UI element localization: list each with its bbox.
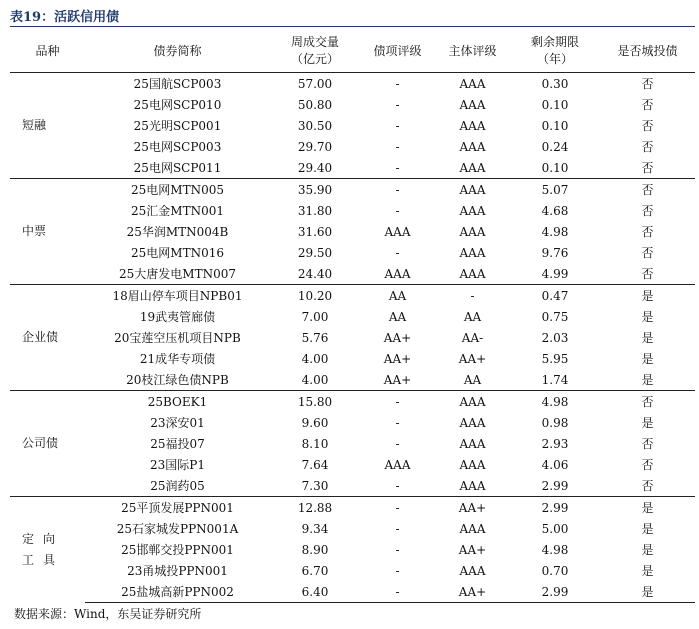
is-lgfv-cell: 否 — [641, 119, 654, 133]
weekly-volume-cell: 31.60 — [297, 224, 333, 239]
bond-name-cell: 25电网SCP011 — [85, 157, 270, 179]
weekly-volume-cell: 35.90 — [270, 179, 360, 201]
weekly-volume-cell: 8.90 — [301, 542, 329, 557]
weekly-volume-cell: 57.00 — [297, 76, 333, 91]
remaining-term-cell: 2.99 — [510, 475, 600, 497]
weekly-volume-cell: 7.30 — [270, 475, 360, 497]
remaining-term-cell: 4.98 — [541, 542, 569, 557]
is-lgfv-cell: 否 — [600, 263, 695, 285]
table-row — [10, 306, 695, 327]
table-row — [10, 242, 695, 263]
remaining-term-cell: 1.74 — [510, 369, 600, 391]
bond-name-cell: 25光明SCP001 — [133, 119, 222, 133]
weekly-volume-cell: 31.80 — [297, 203, 333, 218]
bond-name-cell: 25石家城发PPN001A — [116, 522, 239, 536]
remaining-term-cell: 5.95 — [541, 351, 569, 366]
is-lgfv-cell: 是 — [641, 522, 654, 536]
bond-rating-cell: AA+ — [383, 351, 412, 366]
issuer-rating-cell: AAA — [435, 263, 510, 285]
remaining-term-cell: 0.70 — [541, 563, 569, 578]
remaining-term-cell: 9.76 — [541, 245, 569, 260]
bond-name-cell: 25电网MTN005 — [85, 179, 270, 201]
bond-rating-cell: AAA — [384, 224, 411, 239]
weekly-volume-cell: 9.60 — [301, 415, 329, 430]
table-row — [10, 73, 695, 95]
issuer-rating-cell: AAA — [459, 97, 486, 112]
remaining-term-cell: 4.68 — [541, 203, 569, 218]
weekly-volume-cell: 7.64 — [301, 457, 329, 472]
issuer-rating-cell: AA — [463, 309, 482, 324]
is-lgfv-cell: 是 — [641, 331, 654, 345]
header-row — [10, 30, 695, 73]
bond-rating-cell: AA+ — [360, 369, 435, 391]
bond-name-cell: 25汇金MTN001 — [131, 204, 224, 218]
table-row — [10, 391, 695, 413]
table-row — [10, 94, 695, 115]
header-issuer-rating: 主体评级 — [435, 30, 510, 73]
bond-name-cell: 25电网SCP003 — [133, 140, 222, 154]
weekly-volume-cell: 15.80 — [270, 391, 360, 413]
header-volume — [270, 30, 360, 73]
is-lgfv-cell: 否 — [641, 225, 654, 239]
table-row — [10, 412, 695, 433]
remaining-term-cell: 4.99 — [510, 263, 600, 285]
is-lgfv-cell: 是 — [600, 581, 695, 603]
header-volume-line1: 周成交量 — [290, 35, 339, 49]
table-row — [10, 327, 695, 348]
header-maturity-line2: （年） — [536, 52, 573, 66]
bond-rating-cell: - — [395, 521, 400, 536]
header-maturity — [510, 30, 600, 73]
table-row — [10, 518, 695, 539]
table-row — [10, 157, 695, 179]
weekly-volume-cell: 30.50 — [297, 118, 333, 133]
header-lgfv: 是否城投债 — [600, 30, 695, 73]
table-row — [10, 115, 695, 136]
issuer-rating-cell: AAA — [459, 203, 486, 218]
bond-rating-cell: - — [395, 245, 400, 260]
issuer-rating-cell: AAA — [459, 224, 486, 239]
remaining-term-cell: 0.75 — [541, 309, 569, 324]
is-lgfv-cell: 否 — [641, 458, 654, 472]
bond-rating-cell: - — [360, 497, 435, 519]
is-lgfv-cell: 是 — [641, 416, 654, 430]
issuer-rating-cell: AAA — [435, 391, 510, 413]
header-bond-rating: 债项评级 — [360, 30, 435, 73]
bond-name-cell: 25福投07 — [150, 437, 205, 451]
bond-name-cell: 20宝莲空压机项目NPB — [114, 331, 241, 345]
is-lgfv-cell: 是 — [641, 543, 654, 557]
weekly-volume-cell: 10.20 — [270, 285, 360, 307]
weekly-volume-cell: 9.34 — [301, 521, 329, 536]
bond-rating-cell: - — [395, 203, 400, 218]
weekly-volume-cell: 29.70 — [297, 139, 333, 154]
issuer-rating-cell: - — [435, 285, 510, 307]
table-row — [10, 179, 695, 201]
is-lgfv-cell: 是 — [600, 285, 695, 307]
weekly-volume-cell: 29.50 — [297, 245, 333, 260]
table-title: 表19：活跃信用债 — [10, 10, 120, 25]
is-lgfv-cell: 否 — [600, 391, 695, 413]
is-lgfv-cell: 否 — [600, 157, 695, 179]
header-volume-line2: （亿元） — [290, 52, 339, 66]
weekly-volume-cell: 6.40 — [270, 581, 360, 603]
bond-rating-cell: - — [360, 475, 435, 497]
is-lgfv-cell: 否 — [641, 437, 654, 451]
issuer-rating-cell: AA+ — [435, 497, 510, 519]
category-cell: 企业债 — [10, 285, 85, 391]
bond-name-cell: 25国航SCP003 — [133, 77, 222, 91]
table-row — [10, 581, 695, 603]
source-note: 数据来源：Wind，东吴证券研究所 — [14, 607, 202, 621]
remaining-term-cell: 2.99 — [510, 497, 600, 519]
weekly-volume-cell: 6.70 — [301, 563, 329, 578]
bond-name-cell: 18眉山停车项目NPB01 — [85, 285, 270, 307]
issuer-rating-cell: AAA — [459, 436, 486, 451]
issuer-rating-cell: AAA — [435, 157, 510, 179]
bond-rating-cell: - — [395, 97, 400, 112]
table-row — [10, 475, 695, 497]
bond-name-cell: 23深安01 — [150, 416, 205, 430]
weekly-volume-cell: 12.88 — [270, 497, 360, 519]
bond-rating-cell: AA — [360, 285, 435, 307]
header-name: 债券简称 — [85, 30, 270, 73]
category-cell: 中票 — [10, 179, 85, 285]
issuer-rating-cell: AAA — [459, 563, 486, 578]
table-row — [10, 433, 695, 454]
bond-name-cell: 25邯郸交投PPN001 — [121, 543, 234, 557]
bond-name-cell: 25平顶发展PPN001 — [85, 497, 270, 519]
bond-rating-cell: - — [360, 179, 435, 201]
issuer-rating-cell: AA+ — [458, 542, 487, 557]
weekly-volume-cell: 4.00 — [301, 351, 329, 366]
remaining-term-cell: 2.03 — [541, 330, 569, 345]
issuer-rating-cell: AAA — [435, 475, 510, 497]
weekly-volume-cell: 4.00 — [270, 369, 360, 391]
remaining-term-cell: 0.10 — [541, 97, 569, 112]
bond-name-cell: 25电网SCP010 — [133, 98, 222, 112]
bond-name-cell: 21成华专项债 — [139, 352, 216, 366]
issuer-rating-cell: AAA — [459, 76, 486, 91]
remaining-term-cell: 0.98 — [541, 415, 569, 430]
is-lgfv-cell: 是 — [600, 369, 695, 391]
issuer-rating-cell: AA+ — [458, 351, 487, 366]
weekly-volume-cell: 5.76 — [301, 330, 329, 345]
remaining-term-cell: 0.10 — [541, 118, 569, 133]
bond-rating-cell: - — [360, 157, 435, 179]
is-lgfv-cell: 是 — [641, 564, 654, 578]
bond-rating-cell: - — [395, 118, 400, 133]
table-row — [10, 285, 695, 307]
bond-rating-cell: - — [395, 139, 400, 154]
table-body — [10, 73, 695, 603]
bond-name-cell: 19武夷管廊债 — [139, 310, 216, 324]
bond-name-cell: 25BOEK1 — [85, 391, 270, 413]
issuer-rating-cell: AAA — [459, 415, 486, 430]
table-row — [10, 221, 695, 242]
bond-name-cell: 23国际P1 — [150, 458, 205, 472]
is-lgfv-cell: 是 — [641, 352, 654, 366]
bond-rating-cell: - — [360, 391, 435, 413]
remaining-term-cell: 5.07 — [510, 179, 600, 201]
remaining-term-cell: 5.00 — [541, 521, 569, 536]
table-row — [10, 560, 695, 581]
bond-rating-cell: - — [395, 563, 400, 578]
bond-rating-cell: AAA — [360, 263, 435, 285]
bond-name-cell: 25华润MTN004B — [126, 225, 229, 239]
category-cell: 公司债 — [10, 391, 85, 497]
bond-name-cell: 25盐城高新PPN002 — [85, 581, 270, 603]
weekly-volume-cell: 24.40 — [270, 263, 360, 285]
remaining-term-cell: 2.99 — [510, 581, 600, 603]
weekly-volume-cell: 7.00 — [301, 309, 329, 324]
issuer-rating-cell: AAA — [459, 521, 486, 536]
table-row — [10, 200, 695, 221]
issuer-rating-cell: AAA — [459, 245, 486, 260]
weekly-volume-cell: 50.80 — [297, 97, 333, 112]
issuer-rating-cell: AAA — [435, 179, 510, 201]
bond-rating-cell: - — [360, 581, 435, 603]
table-row — [10, 497, 695, 519]
weekly-volume-cell: 29.40 — [270, 157, 360, 179]
table-row — [10, 539, 695, 560]
header-maturity-line1: 剩余期限 — [530, 35, 579, 49]
bond-rating-cell: - — [395, 76, 400, 91]
issuer-rating-cell: AA- — [461, 330, 484, 345]
weekly-volume-cell: 8.10 — [301, 436, 329, 451]
title-rule — [10, 26, 695, 27]
is-lgfv-cell: 是 — [600, 497, 695, 519]
remaining-term-cell: 4.98 — [510, 391, 600, 413]
remaining-term-cell: 0.30 — [541, 76, 569, 91]
bond-rating-cell: AAA — [384, 457, 411, 472]
table-row — [10, 369, 695, 391]
bond-table — [10, 30, 695, 603]
issuer-rating-cell: AA — [435, 369, 510, 391]
category-cell: 短融 — [22, 118, 47, 132]
bond-rating-cell: - — [395, 436, 400, 451]
category-cell: 定向工具 — [10, 497, 85, 603]
table-row — [10, 348, 695, 369]
is-lgfv-cell: 否 — [641, 77, 654, 91]
header-category: 品种 — [10, 30, 85, 73]
issuer-rating-cell: AA+ — [435, 581, 510, 603]
remaining-term-cell: 4.06 — [541, 457, 569, 472]
remaining-term-cell: 4.98 — [541, 224, 569, 239]
remaining-term-cell: 0.24 — [541, 139, 569, 154]
remaining-term-cell: 0.10 — [510, 157, 600, 179]
bond-name-cell: 25大唐发电MTN007 — [85, 263, 270, 285]
bond-name-cell: 20枝江绿色债NPB — [85, 369, 270, 391]
table-row — [10, 454, 695, 475]
issuer-rating-cell: AAA — [459, 139, 486, 154]
bond-name-cell: 25润药05 — [85, 475, 270, 497]
is-lgfv-cell: 否 — [641, 246, 654, 260]
is-lgfv-cell: 是 — [641, 310, 654, 324]
is-lgfv-cell: 否 — [600, 179, 695, 201]
issuer-rating-cell: AAA — [459, 118, 486, 133]
bond-rating-cell: AA — [388, 309, 407, 324]
bond-rating-cell: - — [395, 415, 400, 430]
bond-name-cell: 25电网MTN016 — [131, 246, 224, 260]
table-row — [10, 136, 695, 157]
is-lgfv-cell: 否 — [641, 140, 654, 154]
is-lgfv-cell: 否 — [600, 475, 695, 497]
remaining-term-cell: 2.93 — [541, 436, 569, 451]
remaining-term-cell: 0.47 — [510, 285, 600, 307]
is-lgfv-cell: 否 — [641, 204, 654, 218]
issuer-rating-cell: AAA — [459, 457, 486, 472]
bond-rating-cell: - — [395, 542, 400, 557]
table-row — [10, 263, 695, 285]
is-lgfv-cell: 否 — [641, 98, 654, 112]
bond-name-cell: 23甬城投PPN001 — [127, 564, 228, 578]
bond-rating-cell: AA+ — [383, 330, 412, 345]
